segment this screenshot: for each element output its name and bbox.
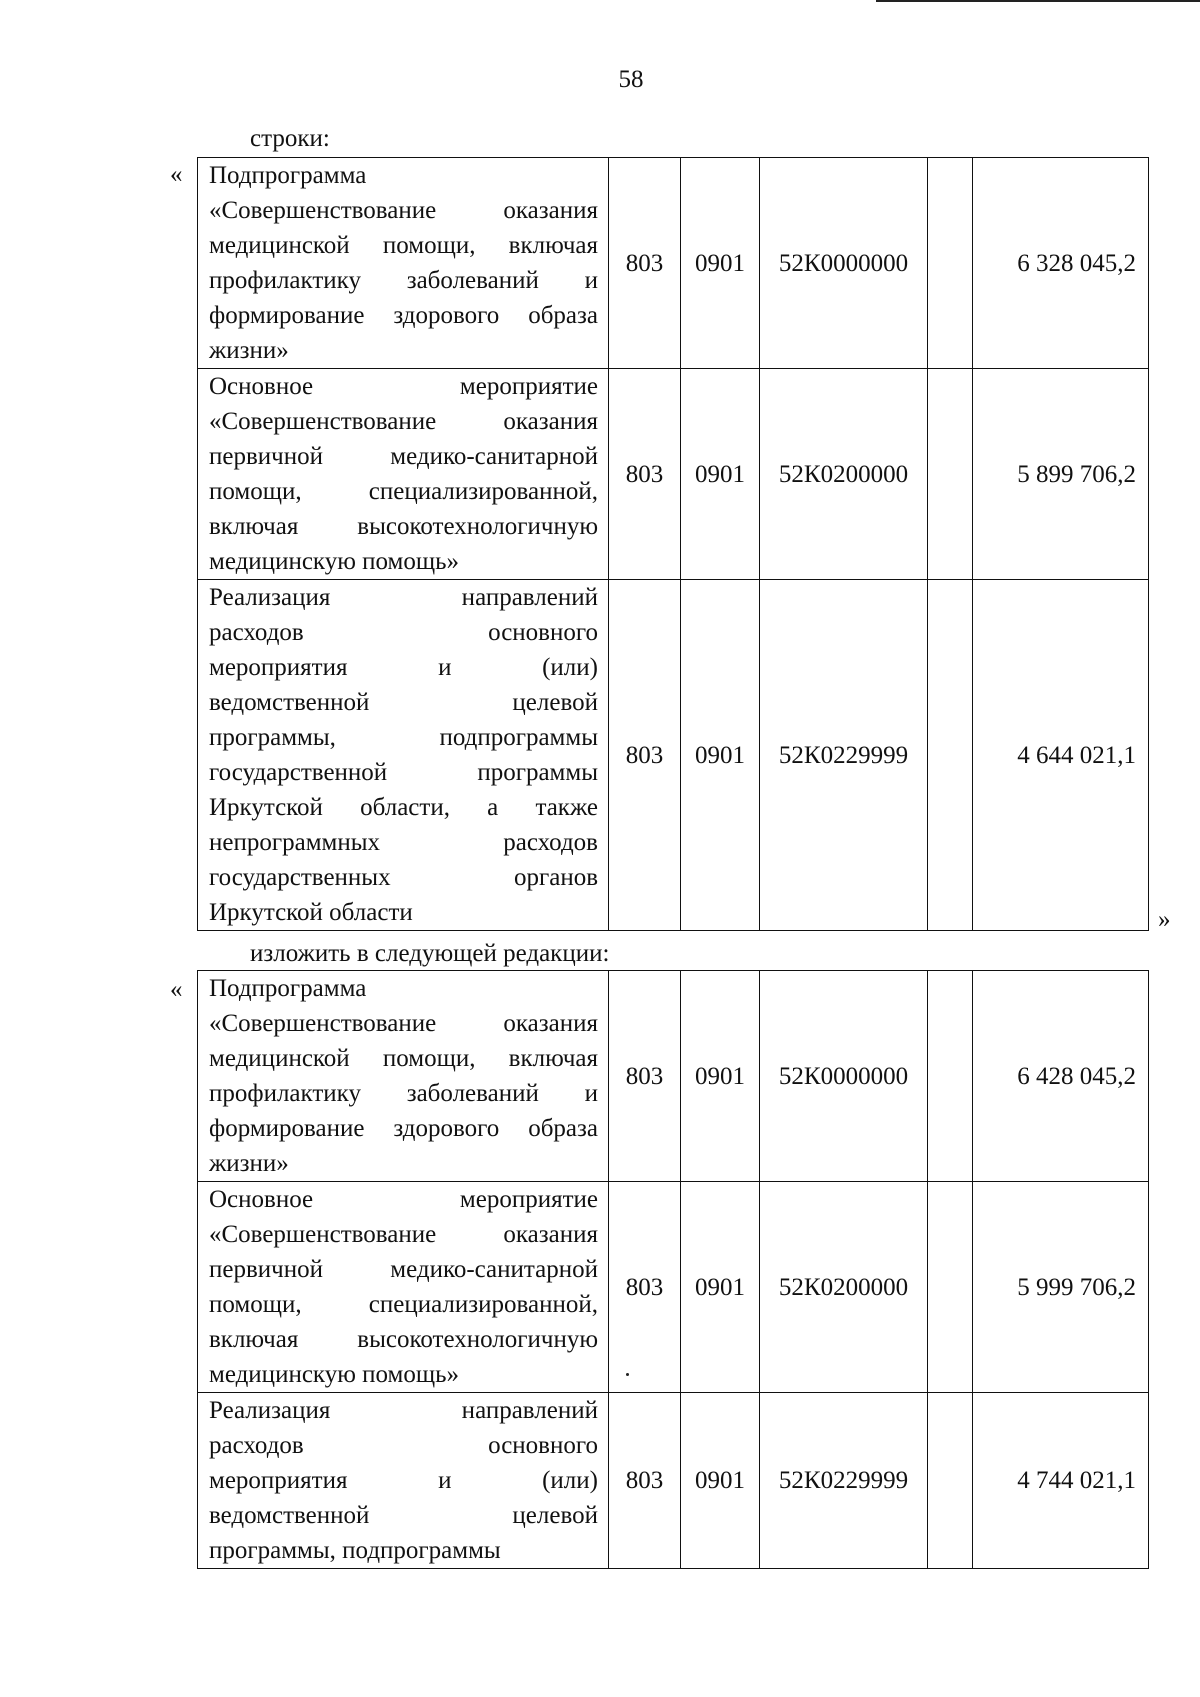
expense-name-cell	[198, 369, 609, 580]
close-quote: »	[1158, 906, 1171, 933]
table-row	[198, 971, 1149, 1182]
expense-name-line: ведомственной целевой	[209, 689, 598, 716]
expense-name-line: Подпрограмма	[209, 975, 367, 1002]
expense-name-line: профилактику заболеваний и	[209, 1080, 598, 1107]
expense-name-cell	[198, 1393, 609, 1569]
expense-name-line: формирование здорового образа	[209, 1115, 598, 1142]
expense-name-line: первичной медико-санитарной	[209, 443, 598, 470]
section-code-cell: 0901	[681, 971, 760, 1182]
expense-type-cell	[928, 158, 973, 369]
expense-name-line: включая высокотехнологичную	[209, 513, 598, 540]
section-code-cell: 0901	[681, 158, 760, 369]
expense-name-line: расходов основного	[209, 1432, 598, 1459]
expense-name-cell	[198, 971, 609, 1182]
table-row	[198, 580, 1149, 931]
expense-name-line: программы, подпрограммы	[209, 724, 598, 751]
expense-name-line: медицинскую помощь»	[209, 1361, 460, 1388]
open-quote: «	[170, 976, 183, 1003]
expense-name-line: помощи, специализированной,	[209, 1291, 598, 1318]
target-article-cell: 52К0200000	[760, 369, 928, 580]
target-article-cell: 52К0200000	[760, 1182, 928, 1393]
expense-name-line: помощи, специализированной,	[209, 478, 598, 505]
expense-name-line: расходов основного	[209, 619, 598, 646]
expense-name-line: «Совершенствование оказания	[209, 408, 598, 435]
expense-type-cell	[928, 971, 973, 1182]
expense-name-line: жизни»	[209, 337, 289, 364]
grbs-code-cell: 803	[609, 1182, 681, 1393]
section-code-cell: 0901	[681, 1182, 760, 1393]
target-article-cell: 52К0000000	[760, 158, 928, 369]
target-article-cell: 52К0229999	[760, 580, 928, 931]
expense-name-line: мероприятия и (или)	[209, 1467, 598, 1494]
expense-type-cell	[928, 1393, 973, 1569]
grbs-code-cell: 803	[609, 580, 681, 931]
table-row	[198, 1182, 1149, 1393]
expense-name-line: жизни»	[209, 1150, 289, 1177]
amount-cell: 6 328 045,2	[973, 158, 1149, 369]
expense-type-cell	[928, 369, 973, 580]
section-label-old-lines: строки:	[250, 125, 330, 152]
expense-name-line: Реализация направлений	[209, 584, 598, 611]
target-article-cell: 52К0000000	[760, 971, 928, 1182]
expense-name-line: ведомственной целевой	[209, 1502, 598, 1529]
grbs-code-cell: 803	[609, 971, 681, 1182]
expense-name-line: «Совершенствование оказания	[209, 197, 598, 224]
expense-name-line: «Совершенствование оказания	[209, 1010, 598, 1037]
expense-name-line: мероприятия и (или)	[209, 654, 598, 681]
expense-name-line: Подпрограмма	[209, 162, 367, 189]
expense-type-cell	[928, 1182, 973, 1393]
amount-cell: 5 899 706,2	[973, 369, 1149, 580]
budget-table-old	[197, 157, 1149, 931]
section-label-new-edition: изложить в следующей редакции:	[250, 940, 610, 967]
amount-cell: 4 744 021,1	[973, 1393, 1149, 1569]
expense-name-cell	[198, 1182, 609, 1393]
section-code-cell: 0901	[681, 1393, 760, 1569]
expense-type-cell	[928, 580, 973, 931]
expense-name-line: медицинской помощи, включая	[209, 1045, 598, 1072]
open-quote: «	[170, 161, 183, 188]
amount-cell: 6 428 045,2	[973, 971, 1149, 1182]
expense-name-line: Реализация направлений	[209, 1397, 598, 1424]
expense-name-line: медицинскую помощь»	[209, 548, 460, 575]
expense-name-line: Иркутской области	[209, 899, 413, 926]
section-code-cell: 0901	[681, 369, 760, 580]
table-row	[198, 1393, 1149, 1569]
grbs-code-cell: 803	[609, 369, 681, 580]
expense-name-line: государственных органов	[209, 864, 598, 891]
top-rule	[876, 0, 1200, 2]
grbs-code-cell: 803	[609, 1393, 681, 1569]
amount-cell: 5 999 706,2	[973, 1182, 1149, 1393]
expense-name-cell	[198, 580, 609, 931]
expense-name-line: медицинской помощи, включая	[209, 232, 598, 259]
expense-name-line: формирование здорового образа	[209, 302, 598, 329]
page-number: 58	[618, 66, 644, 93]
expense-name-line: профилактику заболеваний и	[209, 267, 598, 294]
expense-name-line: Основное мероприятие	[209, 373, 598, 400]
expense-name-line: включая высокотехнологичную	[209, 1326, 598, 1353]
budget-table-new	[197, 970, 1149, 1569]
table-row	[198, 158, 1149, 369]
grbs-code-cell: 803	[609, 158, 681, 369]
expense-name-line: непрограммных расходов	[209, 829, 598, 856]
target-article-cell: 52К0229999	[760, 1393, 928, 1569]
expense-name-line: первичной медико-санитарной	[209, 1256, 598, 1283]
expense-name-line: государственной программы	[209, 759, 598, 786]
table-row	[198, 369, 1149, 580]
expense-name-cell	[198, 158, 609, 369]
scan-speck	[626, 1373, 629, 1376]
expense-name-line: программы, подпрограммы	[209, 1537, 501, 1564]
expense-name-line: «Совершенствование оказания	[209, 1221, 598, 1248]
section-code-cell: 0901	[681, 580, 760, 931]
amount-cell: 4 644 021,1	[973, 580, 1149, 931]
expense-name-line: Основное мероприятие	[209, 1186, 598, 1213]
expense-name-line: Иркутской области, а также	[209, 794, 598, 821]
